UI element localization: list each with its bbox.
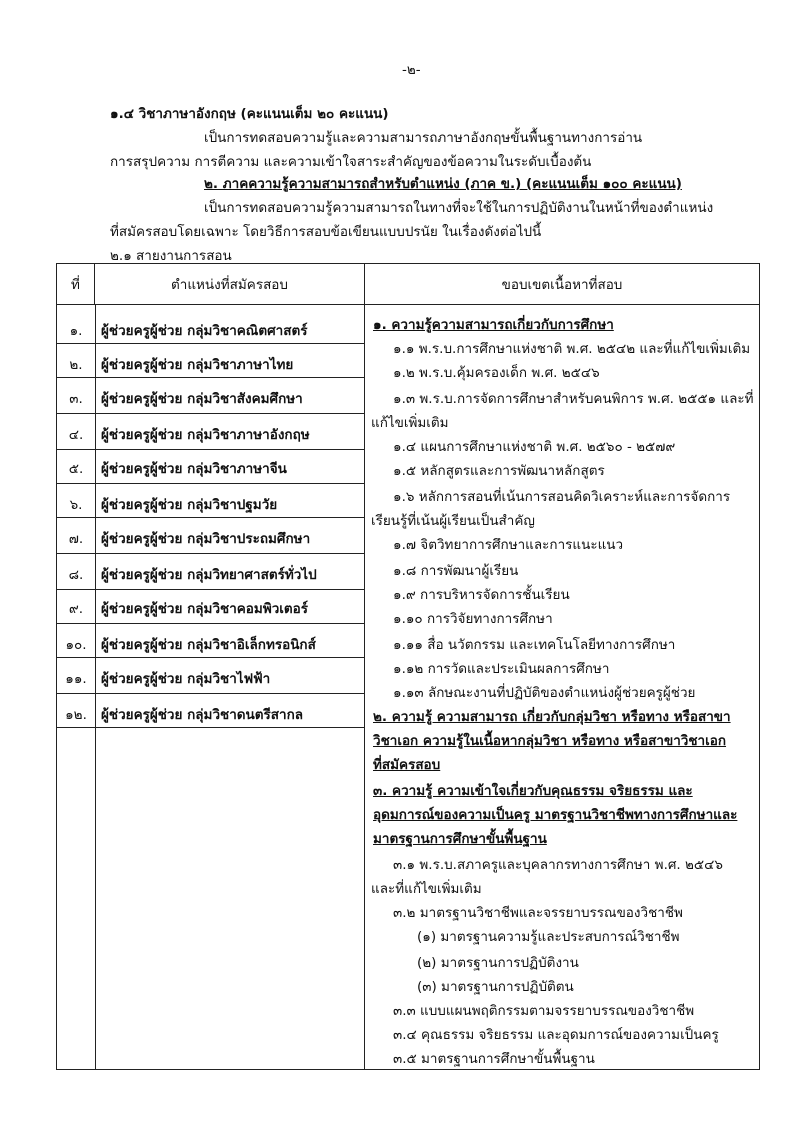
section-2-heading: ๒. ภาคความรู้ความสามารถสำหรับตำแหน่ง (ภาค ข.) (คะแนนเต็ม ๑๐๐ คะแนน) bbox=[204, 176, 682, 192]
section-2-text-2: ที่สมัครสอบโดยเฉพาะ โดยวิธีการสอบข้อเขียนแบบปรนัย ในเรื่องดังต่อไปนี้ bbox=[110, 224, 542, 240]
section-1-4-text-2: การสรุปความ การตีความ และความเข้าใจสาระสำคัญของข้อความในระดับเบื้องต้น bbox=[110, 154, 592, 170]
scope-heading-3: มาตรฐานการศึกษาขั้นพื้นฐาน bbox=[373, 831, 547, 847]
exam-scope-table bbox=[56, 263, 760, 1070]
row-position: ผู้ช่วยครูผู้ช่วย กลุ่มวิชาภาษาไทย bbox=[101, 357, 294, 373]
row-position: ผู้ช่วยครูผู้ช่วย กลุ่มวิชาปฐมวัย bbox=[101, 497, 278, 513]
row-no: ๒. bbox=[69, 357, 83, 373]
scope-heading-3: อุดมการณ์ของความเป็นครู มาตรฐานวิชาชีพทางการศึกษาและ bbox=[373, 807, 738, 823]
positions-column bbox=[57, 305, 365, 1070]
scope-item: และที่แก้ไขเพิ่มเติม bbox=[371, 881, 482, 897]
scope-item: เรียนรู้ที่เน้นผู้เรียนเป็นสำคัญ bbox=[371, 513, 535, 529]
section-1-4-text-1: เป็นการทดสอบความรู้และความสามารถภาษาอังกฤษขั้นพื้นฐานทางการอ่าน bbox=[204, 130, 643, 146]
row-position: ผู้ช่วยครูผู้ช่วย กลุ่มวิชาไฟฟ้า bbox=[101, 671, 271, 687]
scope-item: ๑.๑๑ สื่อ นวัตกรรม และเทคโนโลยีทางการศึกษา bbox=[393, 637, 676, 653]
scope-item: ๑.๔ แผนการศึกษาแห่งชาติ พ.ศ. ๒๕๖๐ - ๒๕๗๙ bbox=[393, 439, 676, 455]
page-number: -๒- bbox=[402, 62, 421, 78]
scope-item: ๓.๔ คุณธรรม จริยธรรม และอุดมการณ์ของความเป็นครู bbox=[393, 1027, 719, 1043]
row-no: ๘. bbox=[68, 567, 84, 583]
table-header-row bbox=[57, 264, 760, 305]
row-no: ๙. bbox=[68, 601, 84, 617]
scope-column bbox=[365, 305, 760, 1070]
scope-heading-2: ๒. ความรู้ ความสามารถ เกี่ยวกับกลุ่มวิชา หรือทาง หรือสาขา bbox=[373, 709, 731, 725]
row-no: ๔. bbox=[68, 427, 84, 443]
scope-item: (๒) มาตรฐานการปฏิบัติงาน bbox=[417, 955, 579, 971]
scope-heading-2: ที่สมัครสอบ bbox=[373, 757, 441, 773]
row-position: ผู้ช่วยครูผู้ช่วย กลุ่มวิชาประถมศึกษา bbox=[101, 531, 311, 547]
scope-item: (๑) มาตรฐานความรู้และประสบการณ์วิชาชีพ bbox=[417, 929, 680, 945]
row-position: ผู้ช่วยครูผู้ช่วย กลุ่มวิชาคอมพิวเตอร์ bbox=[101, 601, 309, 617]
scope-item: ๑.๗ จิตวิทยาการศึกษาและการแนะแนว bbox=[393, 537, 624, 553]
row-no: ๑. bbox=[69, 323, 83, 339]
scope-heading-2: วิชาเอก ความรู้ในเนื้อหากลุ่มวิชา หรือทาง หรือสาขาวิชาเอก bbox=[373, 733, 727, 749]
scope-item: (๓) มาตรฐานการปฏิบัติตน bbox=[417, 979, 574, 995]
scope-item: ๓.๑ พ.ร.บ.สภาครูและบุคลากรทางการศึกษา พ.ศ. ๒๕๔๖ bbox=[393, 857, 723, 873]
scope-item: ๓.๓ แบบแผนพฤติกรรมตามจรรยาบรรณของวิชาชีพ bbox=[393, 1003, 695, 1019]
row-no: ๑๐. bbox=[65, 637, 87, 653]
scope-item: ๑.๑๒ การวัดและประเมินผลการศึกษา bbox=[393, 661, 610, 677]
row-position: ผู้ช่วยครูผู้ช่วย กลุ่มวิชาคณิตศาสตร์ bbox=[101, 323, 308, 339]
scope-item: ๓.๕ มาตรฐานการศึกษาขั้นพื้นฐาน bbox=[393, 1051, 595, 1067]
section-2-text-1: เป็นการทดสอบความรู้ความสามารถในทางที่จะใช้ในการปฏิบัติงานในหน้าที่ของตำแหน่ง bbox=[204, 200, 714, 216]
row-no: ๗. bbox=[68, 531, 84, 547]
row-position: ผู้ช่วยครูผู้ช่วย กลุ่มวิชาภาษาจีน bbox=[101, 461, 287, 477]
row-no: ๖. bbox=[69, 497, 83, 513]
header-no: ที่ bbox=[57, 264, 95, 305]
scope-heading-3: ๓. ความรู้ ความเข้าใจเกี่ยวกับคุณธรรม จริยธรรม และ bbox=[373, 783, 693, 799]
scope-item: ๑.๓ พ.ร.บ.การจัดการศึกษาสำหรับคนพิการ พ.ศ. ๒๕๕๑ และที่ bbox=[393, 391, 754, 407]
header-position: ตำแหน่งที่สมัครสอบ bbox=[95, 264, 365, 305]
scope-item: ๑.๖ หลักการสอนที่เน้นการสอนคิดวิเคราะห์และการจัดการ bbox=[393, 489, 731, 505]
scope-item: ๑.๙ การบริหารจัดการชั้นเรียน bbox=[393, 587, 570, 603]
scope-item: ๑.๘ การพัฒนาผู้เรียน bbox=[393, 563, 519, 579]
scope-item: ๓.๒ มาตรฐานวิชาชีพและจรรยาบรรณของวิชาชีพ bbox=[393, 905, 683, 921]
header-scope: ขอบเขตเนื้อหาที่สอบ bbox=[365, 264, 760, 305]
row-position: ผู้ช่วยครูผู้ช่วย กลุ่มวิชาอิเล็กทรอนิกส์ bbox=[101, 637, 316, 653]
row-position: ผู้ช่วยครูผู้ช่วย กลุ่มวิชาภาษาอังกฤษ bbox=[101, 427, 310, 443]
section-1-4-heading: ๑.๔ วิชาภาษาอังกฤษ (คะแนนเต็ม ๒๐ คะแนน) bbox=[110, 106, 389, 122]
scope-item: ๑.๑๐ การวิจัยทางการศึกษา bbox=[393, 611, 553, 627]
row-no: ๕. bbox=[68, 461, 84, 477]
scope-item: ๑.๕ หลักสูตรและการพัฒนาหลักสูตร bbox=[393, 463, 605, 479]
scope-item: ๑.๑๓ ลักษณะงานที่ปฏิบัติของตำแหน่งผู้ช่วยครูผู้ช่วย bbox=[393, 685, 696, 701]
scope-heading-1: ๑. ความรู้ความสามารถเกี่ยวกับการศึกษา bbox=[373, 317, 614, 333]
scope-item: แก้ไขเพิ่มเติม bbox=[371, 415, 449, 431]
scope-item: ๑.๑ พ.ร.บ.การศึกษาแห่งชาติ พ.ศ. ๒๕๔๒ และที่แก้ไขเพิ่มเติม bbox=[393, 341, 751, 357]
row-position: ผู้ช่วยครูผู้ช่วย กลุ่มวิทยาศาสตร์ทั่วไป bbox=[101, 567, 317, 583]
row-position: ผู้ช่วยครูผู้ช่วย กลุ่มวิชาดนตรีสากล bbox=[101, 707, 304, 723]
row-no: ๓. bbox=[69, 391, 83, 407]
row-position: ผู้ช่วยครูผู้ช่วย กลุ่มวิชาสังคมศึกษา bbox=[101, 391, 303, 407]
row-no: ๑๑. bbox=[65, 671, 87, 687]
row-no: ๑๒. bbox=[65, 707, 87, 723]
section-2-1-heading: ๒.๑ สายงานการสอน bbox=[110, 248, 232, 264]
scope-item: ๑.๒ พ.ร.บ.คุ้มครองเด็ก พ.ศ. ๒๕๔๖ bbox=[393, 365, 600, 381]
